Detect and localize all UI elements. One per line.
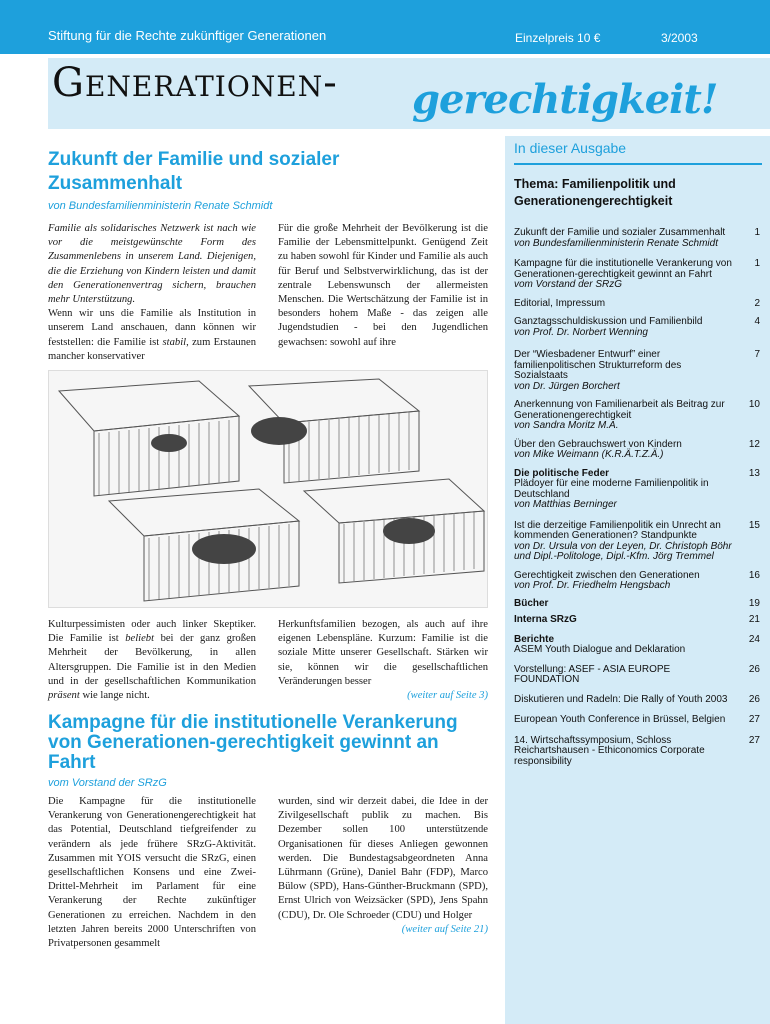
toc-item-title: 14. Wirtschaftssymposium, Schloss Reichartshausen - Ethiconomics Corporate responsibility	[514, 734, 705, 767]
toc-item[interactable]	[514, 695, 766, 706]
toc-item-page: 19	[748, 597, 760, 609]
toc-item-page: 24	[748, 633, 760, 645]
toc-item[interactable]	[514, 599, 766, 610]
toc-item-title: Editorial, Impressum	[514, 297, 606, 309]
toc-item-page: 26	[748, 693, 760, 705]
toc-item-page: 7	[754, 349, 760, 360]
cradles-illustration	[48, 370, 488, 608]
masthead-title-primary: Generationen-	[52, 60, 338, 106]
issue-number: 3/2003	[661, 31, 698, 45]
toc-item-page: 16	[748, 569, 760, 581]
article-1-text-a: Wenn wir uns die Familie als Institution in unserem Land anschauen, dann können wir feststellen: die Familie ist	[48, 308, 256, 348]
toc-item[interactable]	[514, 469, 766, 511]
toc-item-page: 12	[748, 438, 760, 450]
toc-divider	[514, 163, 762, 165]
article-1-continued-link[interactable]: (weiter auf Seite 3)	[407, 690, 488, 702]
article-1-column-2	[278, 222, 488, 350]
toc-item-author: von Mike Weimann (K.R.Ä.T.Z.Ä.)	[514, 449, 664, 460]
article-1-col4-text: Herkunftsfamilien bezogen, als auch auf ihre eigenen Lebenspläne. Kurzum: Familie ist die soziale Mitte unserer Gesellschaft. Stärken wir sie, können wir die gesellschaftlichen Veränderungen besser	[278, 619, 488, 687]
toc-item[interactable]	[514, 521, 766, 563]
toc-item-title: Vorstellung: ASEF - ASIA EUROPE FOUNDATION	[514, 663, 671, 685]
toc-item-title: Interna SRzG	[514, 614, 577, 625]
toc-item-title: Ganztagsschuldiskussion und Familienbild	[514, 316, 703, 327]
toc-item[interactable]	[514, 635, 766, 656]
article-2-col2-text: wurden, sind wir derzeit dabei, die Idee in der Zivilgesellschaft publik zu machen. Bis Dezember sollen 100 unterstützende Organisationen für dieses Anliegen gewonnen werden. Die Bundestagsabgeordneten Anna Lührmann (Grüne), Daniel Bahr (FDP), Marco Bülow (SPD), Hans-Günther-Bruckmann (SPD), Ernst Ulrich von Weizsäcker (SPD), Jens Spahn (CDU), Dr. Ole Schroeder (CDU) und Holger	[278, 796, 488, 921]
toc-item-title: Bücher	[514, 597, 549, 609]
toc-item-title: Über den Gebrauchswert von Kindern	[514, 438, 682, 450]
toc-item-title: Anerkennung von Familienarbeit als Beitrag zur Generationengerechtigkeit	[514, 399, 725, 421]
article-1-col3-text-a: Kulturpessimisten oder auch linker Skeptiker. Die Familie ist	[48, 619, 256, 645]
article-1-intro: Familie als solidarisches Netzwerk ist nach wie vor die meistgewünschte Form des Zusammenlebens in unserem Land. Diejenigen, die die Erziehung von Kindern leisten und damit den Generationenvertrag sichern, brauchen mehr Unterstützung.	[48, 223, 256, 306]
toc-item[interactable]	[514, 228, 766, 249]
article-1-title: Zukunft der Familie und sozialer Zusammenhalt	[48, 149, 340, 194]
toc-item-page: 27	[748, 734, 760, 746]
toc-item[interactable]	[514, 736, 766, 768]
toc-item-subtitle: Plädoyer für eine moderne Familienpolitik in Deutschland	[514, 478, 709, 500]
article-2-title: Kampagne für die institutionelle Verankerung von Generationen-gerechtigkeit gewinnt an Fahrt	[48, 712, 458, 773]
toc-item-page: 21	[748, 614, 760, 625]
article-1-column-3	[48, 618, 256, 703]
foundation-name: Stiftung für die Rechte zukünftiger Generationen	[48, 28, 327, 43]
toc-list	[514, 220, 766, 767]
table-of-contents	[505, 136, 770, 1024]
toc-item[interactable]	[514, 400, 766, 432]
toc-item[interactable]	[514, 715, 766, 726]
article-1-em: stabil	[162, 336, 187, 348]
toc-item[interactable]	[514, 350, 766, 392]
toc-item-page: 1	[754, 258, 760, 269]
article-2-col1-text: Die Kampagne für die institutionelle Verankerung von Generationengerechtigkeit hat das Potential, Deutschland tiefgreifender zu verändern als jede frühere SRzG-Aktivität. Zusammen mit YOIS versucht die SRzG, einen gesellschaftlichen Konsens und eine Zwei-Drittel-Mehrheit im Parlament für eine Verankerung der Rechte zukünftiger Generationen zu erreichen. Nachdem in den letzten Jahren bereits 2000 Unterschriften von Privatpersonen gesammelt	[48, 796, 256, 950]
article-1-column-4	[278, 618, 488, 703]
toc-item-author: von Bundesfamilienministerin Renate Schmidt	[514, 237, 718, 249]
toc-item-title: Berichte	[514, 633, 555, 645]
toc-item[interactable]	[514, 259, 766, 291]
toc-item-title: Die politische Feder	[514, 467, 610, 479]
toc-item[interactable]	[514, 571, 766, 592]
toc-item-page: 15	[748, 519, 760, 531]
toc-item-page: 26	[748, 663, 760, 675]
article-2-column-1	[48, 795, 256, 951]
toc-item-author: von Dr. Ursula von der Leyen, Dr. Christoph Böhr und Dipl.-Politologe, Dipl.-Kfm. Jörg Tremmel	[514, 540, 732, 562]
toc-theme: Thema: Familienpolitik und Generationengerechtigkeit	[514, 177, 676, 208]
toc-item-title: Diskutieren und Radeln: Die Rally of Youth 2003	[514, 693, 728, 705]
toc-item[interactable]	[514, 299, 766, 310]
toc-item-page: 2	[754, 297, 760, 309]
article-1-col2-text: Für die große Mehrheit der Bevölkerung ist die Familie der Lebensmittelpunkt. Genügend Zeit zu haben sowohl für Kinder und Familie als auch für Beruf und Selbstverwirklichung, das ist der zentrale Lebenswunsch der allermeisten Menschen. Die Wertschätzung der Familie ist in besonders hohem Maße - das zeigen alle Jugendstudien - bei den Jugendlichen gewachsen: sowohl auf ihre	[278, 223, 488, 348]
toc-item-subtitle: ASEM Youth Dialogue and Deklaration	[514, 644, 686, 655]
toc-item-page: 4	[754, 316, 760, 327]
article-1-text-b: , zum Erstaunen mancher konservativer	[48, 336, 257, 362]
article-2-byline: vom Vorstand der SRzG	[48, 777, 167, 789]
toc-item-author: von Matthias Berninger	[514, 499, 617, 510]
article-1-col3-text-b: bei der ganz großen Mehrheit der Bevölkerung, in allen Altersgruppen. Die Familie ist in den Medien und in der gesellschaftlichen Kommunikation	[48, 633, 256, 687]
toc-item-author: von Prof. Dr. Friedhelm Hengsbach	[514, 580, 671, 591]
toc-item-title: Der “Wiesbadener Entwurf” einer familienpolitischen Strukturreform des Sozialstaats	[514, 349, 682, 381]
toc-item-title: Kampagne für die institutionelle Verankerung von Generationen-gerechtigkeit gewinnt an Fahrt	[514, 258, 732, 280]
toc-item[interactable]	[514, 317, 766, 338]
toc-item-page: 27	[748, 714, 760, 725]
toc-item-page: 13	[748, 467, 760, 479]
article-1-col3-em2: präsent	[48, 690, 80, 702]
toc-item-title: Gerechtigkeit zwischen den Generationen	[514, 569, 700, 581]
toc-item-author: von Prof. Dr. Norbert Wenning	[514, 326, 648, 338]
article-1-byline: von Bundesfamilienministerin Renate Schmidt	[48, 200, 273, 212]
article-1-col3-em1: beliebt	[125, 633, 155, 645]
header-bar	[0, 0, 770, 54]
article-1-col3-text-c: wie lange nicht.	[82, 690, 150, 702]
toc-item-author: von Dr. Jürgen Borchert	[514, 380, 620, 392]
toc-item-page: 1	[754, 227, 760, 238]
toc-title: In dieser Ausgabe	[514, 140, 627, 156]
masthead	[0, 54, 770, 136]
toc-item[interactable]	[514, 440, 766, 461]
article-2-continued-link[interactable]: (weiter auf Seite 21)	[401, 923, 488, 935]
article-2-column-2	[278, 795, 488, 937]
toc-item-title: European Youth Conference in Brüssel, Belgien	[514, 714, 726, 725]
masthead-title-secondary: gerechtigkeit!	[412, 76, 718, 123]
toc-item-title: Zukunft der Familie und sozialer Zusammenhalt	[514, 227, 726, 238]
toc-item-author: von Sandra Moritz M.A.	[514, 420, 619, 431]
toc-item[interactable]	[514, 615, 766, 626]
article-1-column-1	[48, 222, 256, 364]
toc-item[interactable]	[514, 665, 766, 686]
toc-item-title: Ist die derzeitige Familienpolitik ein Unrecht an kommenden Generationen? Standpunkte	[514, 519, 721, 541]
toc-item-author: vom Vorstand der SRzG	[514, 279, 623, 290]
toc-item-page: 10	[748, 399, 760, 410]
price-label: Einzelpreis 10 €	[515, 31, 601, 45]
